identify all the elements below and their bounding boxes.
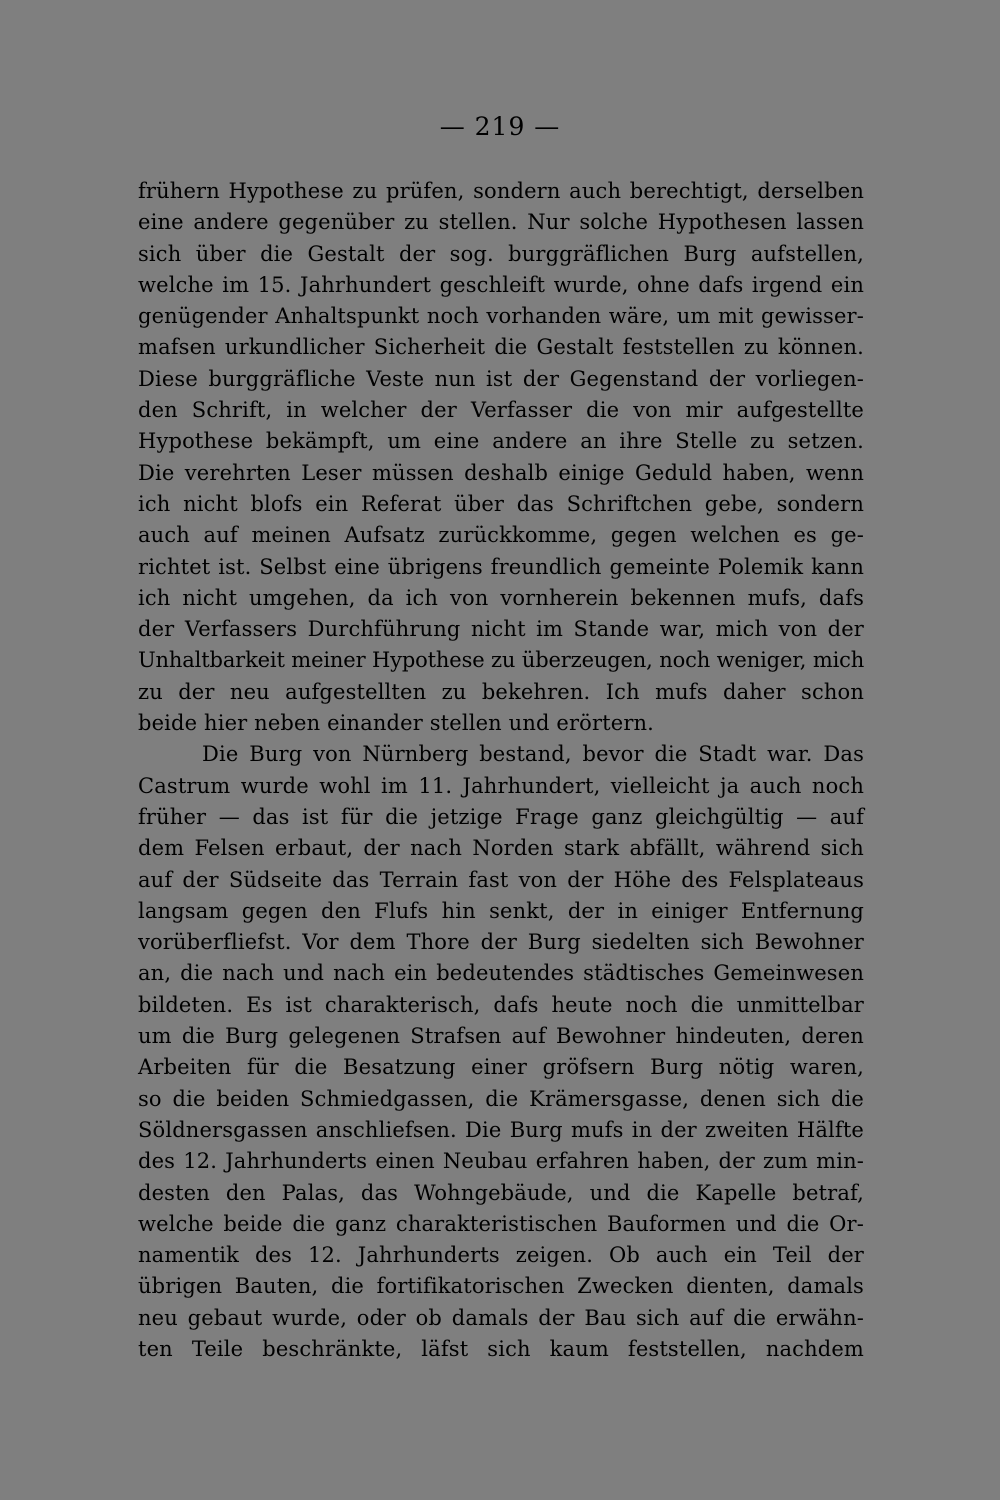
text-line: welche im 15. Jahrhundert geschleift wurde, ohne dafs irgend ein [138, 272, 864, 297]
text-line: namentik des 12. Jahrhunderts zeigen. Ob auch ein Teil der [138, 1243, 864, 1268]
text-line: Die Burg von Nürnberg bestand, bevor die Stadt war. Das [202, 742, 864, 767]
text-line: mafsen urkundlicher Sicherheit die Gestalt feststellen zu können. [138, 335, 864, 360]
text-line: um die Burg gelegenen Strafsen auf Bewohner hindeuten, deren [138, 1024, 864, 1049]
text-line: den Schrift, in welcher der Verfasser die von mir aufgestellte [138, 398, 864, 423]
text-line: Diese burggräfliche Veste nun ist der Gegenstand der vorliegen- [138, 366, 864, 391]
text-line: der Verfassers Durchführung nicht im Stande war, mich von der [138, 617, 864, 642]
text-line: auch auf meinen Aufsatz zurückkomme, gegen welchen es ge- [138, 523, 864, 548]
text-line: sich über die Gestalt der sog. burggräflichen Burg aufstellen, [138, 241, 864, 266]
text-line: beide hier neben einander stellen und erörtern. [138, 711, 655, 736]
text-line: neu gebaut wurde, oder ob damals der Bau sich auf die erwähn- [138, 1305, 864, 1330]
text-line: Castrum wurde wohl im 11. Jahrhundert, vielleicht ja auch noch [138, 773, 864, 798]
text-line: ten Teile beschränkte, läfst sich kaum feststellen, nachdem [138, 1336, 864, 1361]
text-line: ich nicht blofs ein Referat über das Schriftchen gebe, sondern [138, 491, 864, 516]
text-line: Söldnersgassen anschliefsen. Die Burg mufs in der zweiten Hälfte [138, 1117, 864, 1142]
text-line: früher — das ist für die jetzige Frage ganz gleichgültig — auf [138, 804, 864, 829]
text-line: ich nicht umgehen, da ich von vornherein bekennen mufs, dafs [138, 585, 864, 610]
text-line: dem Felsen erbaut, der nach Norden stark abfällt, während sich [138, 836, 864, 861]
text-line: zu der neu aufgestellten zu bekehren. Ich mufs daher schon [138, 679, 864, 704]
text-line: langsam gegen den Flufs hin senkt, der in einiger Entfernung [138, 898, 864, 923]
text-line: vorüberfliefst. Vor dem Thore der Burg siedelten sich Bewohner [138, 930, 864, 955]
text-line: Hypothese bekämpft, um eine andere an ihre Stelle zu setzen. [138, 429, 864, 454]
text-line: so die beiden Schmiedgassen, die Krämersgasse, denen sich die [138, 1086, 864, 1111]
text-line: genügender Anhaltspunkt noch vorhanden wäre, um mit gewisser- [138, 304, 864, 329]
text-line: des 12. Jahrhunderts einen Neubau erfahren haben, der zum min- [138, 1149, 864, 1174]
text-line: Arbeiten für die Besatzung einer gröfsern Burg nötig waren, [138, 1055, 864, 1080]
page-number: — 219 — [439, 112, 561, 141]
text-line: übrigen Bauten, die fortifikatorischen Zwecken dienten, damals [138, 1274, 864, 1299]
text-line: an, die nach und nach ein bedeutendes städtisches Gemeinwesen [138, 961, 864, 986]
text-line: richtet ist. Selbst eine übrigens freundlich gemeinte Polemik kann [138, 554, 864, 579]
text-line: desten den Palas, das Wohngebäude, und die Kapelle betraf, [138, 1180, 864, 1205]
text-line: frühern Hypothese zu prüfen, sondern auch berechtigt, derselben [138, 179, 864, 203]
text-line: welche beide die ganz charakteristischen Bauformen und die Or- [138, 1211, 864, 1236]
text-line: Unhaltbarkeit meiner Hypothese zu überzeugen, noch weniger, mich [138, 648, 865, 673]
text-line: bildeten. Es ist charakterisch, dafs heute noch die unmittelbar [138, 992, 864, 1017]
body-text [138, 176, 864, 1365]
text-line: Die verehrten Leser müssen deshalb einige Geduld haben, wenn [138, 460, 864, 485]
text-line: eine andere gegenüber zu stellen. Nur solche Hypothesen lassen [138, 210, 864, 235]
text-line: auf der Südseite das Terrain fast von der Höhe des Felsplateaus [138, 867, 864, 892]
